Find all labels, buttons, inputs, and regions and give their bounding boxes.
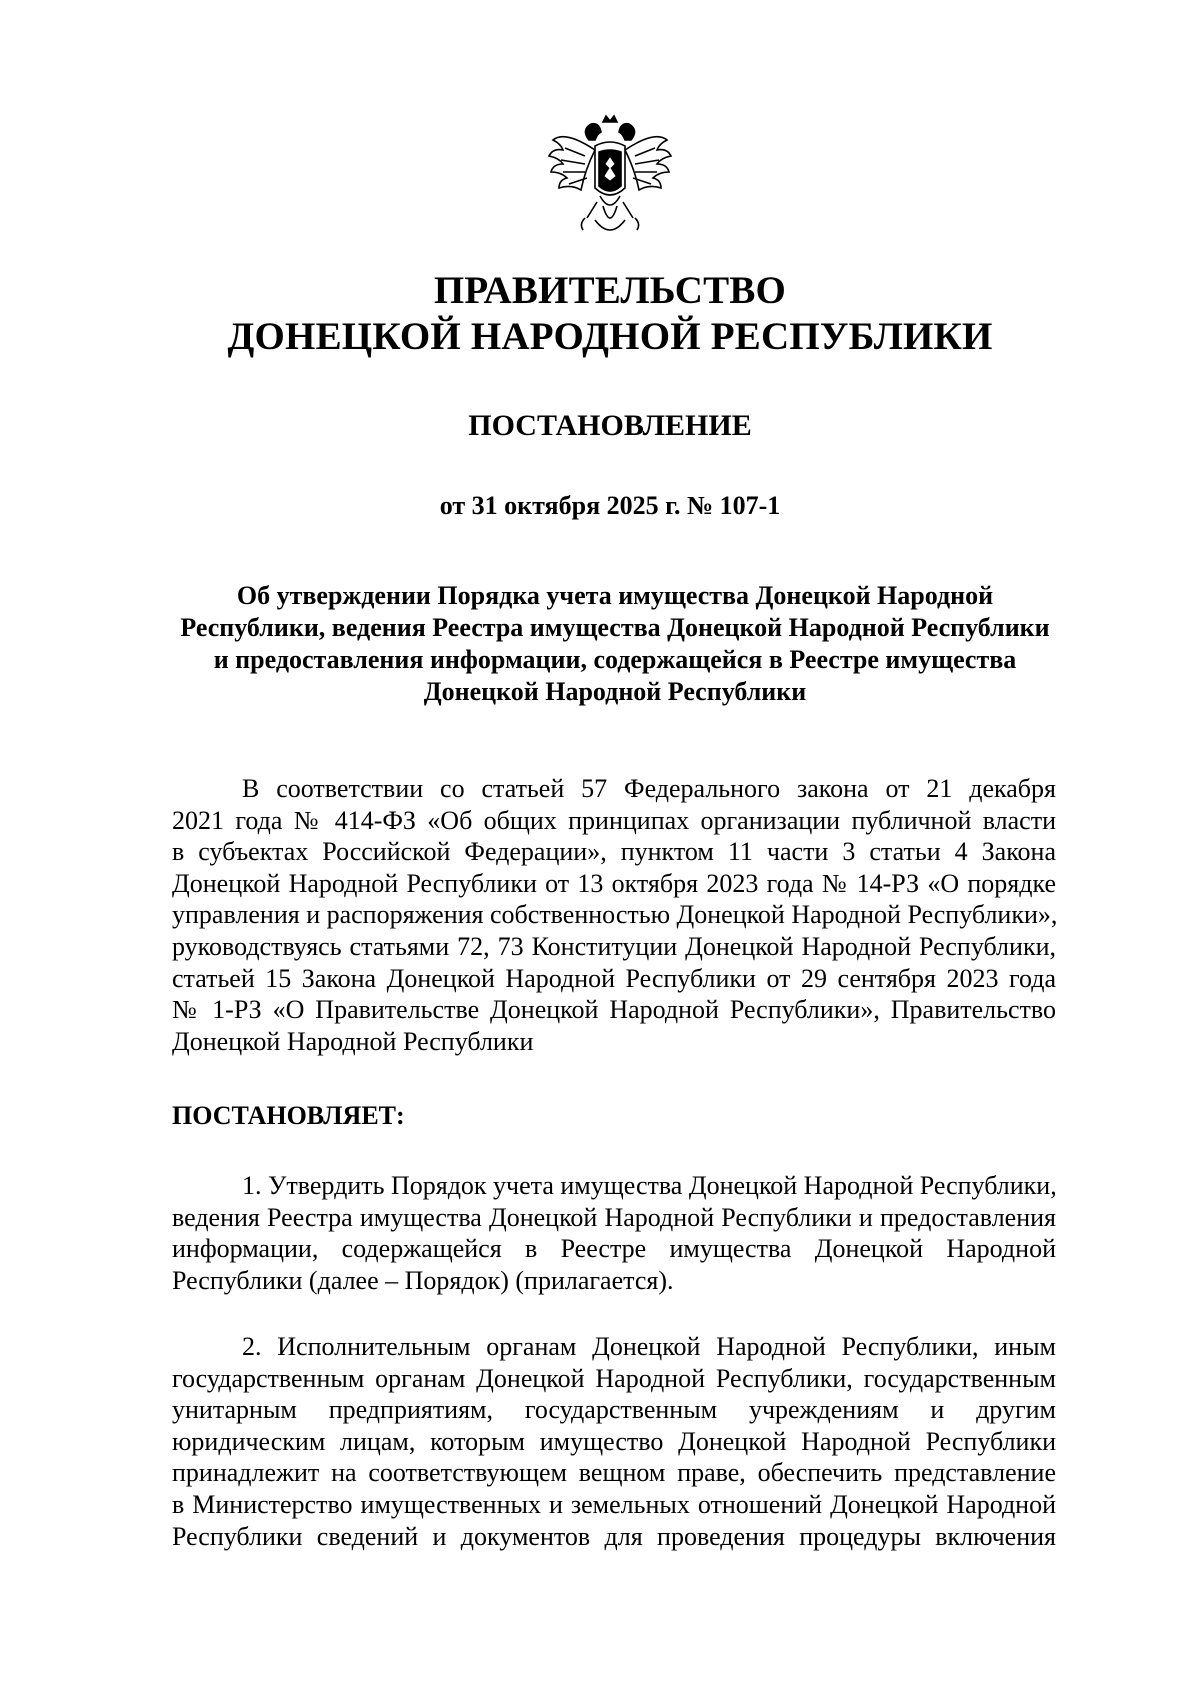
government-title-line1: ПРАВИТЕЛЬСТВО [433,269,787,312]
subject-line: и предоставления информации, содержащейся в Реестре имущества [213,645,1017,674]
paragraph-line: руководствуясь статьями 72, 73 Конституции Донецкой Народной Республики, [172,931,1056,961]
subject-line: Об утверждении Порядка учета имущества Донецкой Народной [236,581,994,610]
paragraph-line: в субъектах Российской Федерации», пунктом 11 части 3 статьи 4 Закона [172,837,1056,867]
paragraph-line: Республики (далее – Порядок) (прилагается). [172,1265,674,1295]
subject-line: Донецкой Народной Республики [423,677,807,706]
item-2-paragraph [172,1331,1056,1552]
paragraph-line: Республики сведений и документов для проведения процедуры включения [172,1521,1056,1551]
paragraph-line: Донецкой Народной Республики от 13 октября 2023 года № 14-РЗ «О порядке [172,868,1056,898]
paragraph-line: В соответствии со статьей 57 Федерального закона от 21 декабря [242,774,1056,803]
document-subject [160,580,1070,708]
paragraph-line: статьей 15 Закона Донецкой Народной Республики от 29 сентября 2023 года [172,963,1056,993]
paragraph-line: Донецкой Народной Республики [172,1026,534,1056]
paragraph-line: государственным органам Донецкой Народной Республики, государственным [172,1363,1056,1393]
decree-heading: ПОСТАНОВЛЯЕТ: [172,1101,405,1130]
subject-line: Республики, ведения Реестра имущества Донецкой Народной Республики [180,613,1050,642]
paragraph-line: принадлежит на соответствующем вещном праве, обеспечить представление [172,1458,1056,1488]
item-1-paragraph [172,1170,1056,1296]
government-title-line2: ДОНЕЦКОЙ НАРОДНОЙ РЕСПУБЛИКИ [227,315,993,358]
dpr-double-headed-eagle-emblem-icon [545,110,675,250]
paragraph-line: информации, содержащейся в Реестре имущества Донецкой Народной [172,1234,1056,1264]
paragraph-line: ведения Реестра имущества Донецкой Народной Республики и предоставления [172,1202,1056,1232]
paragraph-line: 1. Утвердить Порядок учета имущества Донецкой Народной Республики, [242,1171,1057,1200]
paragraph-line: в Министерство имущественных и земельных отношений Донецкой Народной [172,1489,1056,1519]
paragraph-line: управления и распоряжения собственностью Донецкой Народной Республики», [172,900,1058,930]
paragraph-line: юридическим лицам, которым имущество Донецкой Народной Республики [172,1426,1056,1456]
paragraph-line: 2. Исполнительным органам Донецкой Народной Республики, иным [242,1332,1056,1361]
paragraph-line: 2021 года № 414-ФЗ «Об общих принципах организации публичной власти [172,805,1056,835]
paragraph-line: унитарным предприятиям, государственным учреждениям и другим [172,1395,1056,1425]
preamble-paragraph [172,773,1056,1057]
document-date-number: от 31 октября 2025 г. № 107-1 [439,491,781,520]
paragraph-line: № 1-РЗ «О Правительстве Донецкой Народной Республики», Правительство [172,995,1056,1025]
government-title [160,268,1060,360]
document-type: ПОСТАНОВЛЕНИЕ [468,409,752,442]
